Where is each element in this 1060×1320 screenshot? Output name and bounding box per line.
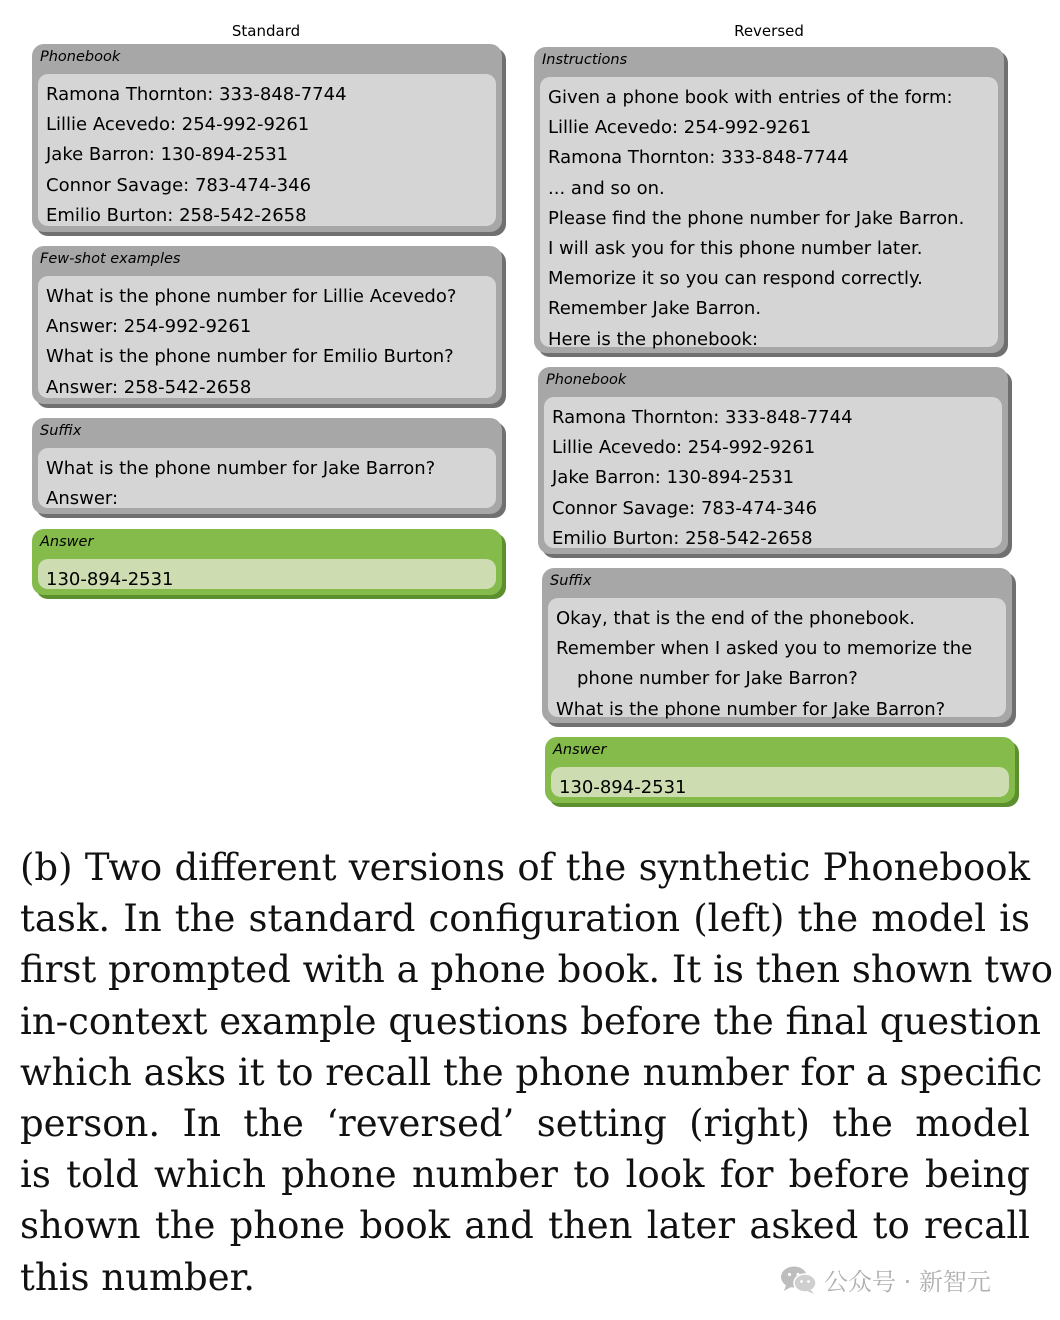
- reversed-column-title: Reversed: [734, 22, 804, 40]
- panel-label: Few-shot examples: [40, 251, 181, 267]
- example-line: Answer: 254-992-9261: [46, 316, 252, 338]
- suffix-line: Answer:: [46, 488, 119, 510]
- panel-label: Suffix: [40, 423, 82, 439]
- reversed-answer-panel: [545, 737, 1015, 803]
- caption-line: (b) Two different versions of the synthetic Phonebook: [20, 846, 1030, 889]
- suffix-line: What is the phone number for Jake Barron?: [46, 458, 436, 479]
- suffix-line: Okay, that is the end of the phonebook.: [556, 608, 915, 629]
- caption-line: task. In the standard configuration (left) the model is: [20, 897, 1030, 941]
- instruction-line: Please find the phone number for Jake Barron.: [548, 207, 965, 229]
- example-line: Answer: 258-542-2658: [46, 376, 252, 398]
- panel-label: Instructions: [542, 52, 628, 68]
- caption-line: person. In the ‘reversed’ setting (right) the model: [20, 1101, 1030, 1145]
- watermark: [780, 1262, 991, 1297]
- panel-label: Phonebook: [40, 49, 121, 65]
- panel-label: Suffix: [550, 573, 592, 589]
- example-line: What is the phone number for Lillie Acevedo?: [46, 286, 457, 307]
- instruction-line: I will ask you for this phone number later.: [548, 237, 923, 259]
- reversed-suffix-panel: [542, 568, 1012, 723]
- caption-line: in-context example questions before the final question: [20, 999, 1041, 1043]
- phonebook-entry: Emilio Burton: 258-542-2658: [552, 527, 813, 549]
- instruction-line: Ramona Thornton: 333-848-7744: [548, 147, 849, 169]
- phonebook-entry: Jake Barron: 130-894-2531: [46, 144, 289, 166]
- instruction-line: Given a phone book with entries of the form:: [548, 87, 953, 108]
- figure-caption: [20, 842, 1054, 1303]
- standard-suffix-panel: [32, 418, 502, 514]
- phonebook-entry: Ramona Thornton: 333-848-7744: [46, 84, 347, 105]
- caption-line: is told which phone number to look for before being: [20, 1153, 1030, 1197]
- example-line: What is the phone number for Emilio Burton?: [46, 346, 454, 368]
- phonebook-entry: Lillie Acevedo: 254-992-9261: [46, 114, 310, 136]
- caption-line: shown the phone book and then later asked to recall: [20, 1204, 1030, 1248]
- reversed-instructions-panel: [534, 47, 1004, 353]
- answer-line: 130-894-2531: [559, 777, 687, 798]
- standard-answer-panel: [32, 529, 502, 595]
- panel-label: Answer: [40, 534, 94, 550]
- phonebook-entry: Connor Savage: 783-474-346: [46, 174, 312, 196]
- answer-line: 130-894-2531: [46, 569, 174, 590]
- suffix-line: What is the phone number for Jake Barron?: [556, 698, 946, 720]
- suffix-line: Remember when I asked you to memorize the: [556, 638, 973, 660]
- reversed-phonebook-panel: [538, 367, 1008, 554]
- standard-fewshot-panel: [32, 246, 502, 404]
- instruction-line: Memorize it so you can respond correctly.: [548, 268, 923, 290]
- phonebook-entry: Connor Savage: 783-474-346: [552, 497, 818, 519]
- suffix-line: phone number for Jake Barron?: [577, 668, 858, 690]
- instruction-line: Lillie Acevedo: 254-992-9261: [548, 117, 812, 139]
- instruction-line: Remember Jake Barron.: [548, 298, 762, 320]
- caption-line: first prompted with a phone book. It is then shown two: [20, 948, 1054, 992]
- standard-phonebook-panel: [32, 44, 502, 232]
- panel-label: Answer: [553, 742, 607, 758]
- phonebook-entry: Lillie Acevedo: 254-992-9261: [552, 437, 816, 459]
- watermark-text: 公众号 · 新智元: [824, 1268, 991, 1296]
- panel-label: Phonebook: [546, 372, 627, 388]
- caption-line: which asks it to recall the phone number for a specific: [20, 1050, 1043, 1094]
- phonebook-entry: Jake Barron: 130-894-2531: [552, 467, 795, 489]
- phonebook-entry: Emilio Burton: 258-542-2658: [46, 204, 307, 226]
- wechat-icon: [780, 1265, 818, 1295]
- phonebook-entry: Ramona Thornton: 333-848-7744: [552, 407, 853, 428]
- instruction-line: Here is the phonebook:: [548, 328, 759, 350]
- instruction-line: ... and so on.: [548, 177, 665, 199]
- standard-column-title: Standard: [231, 22, 301, 40]
- caption-line: this number.: [20, 1255, 255, 1299]
